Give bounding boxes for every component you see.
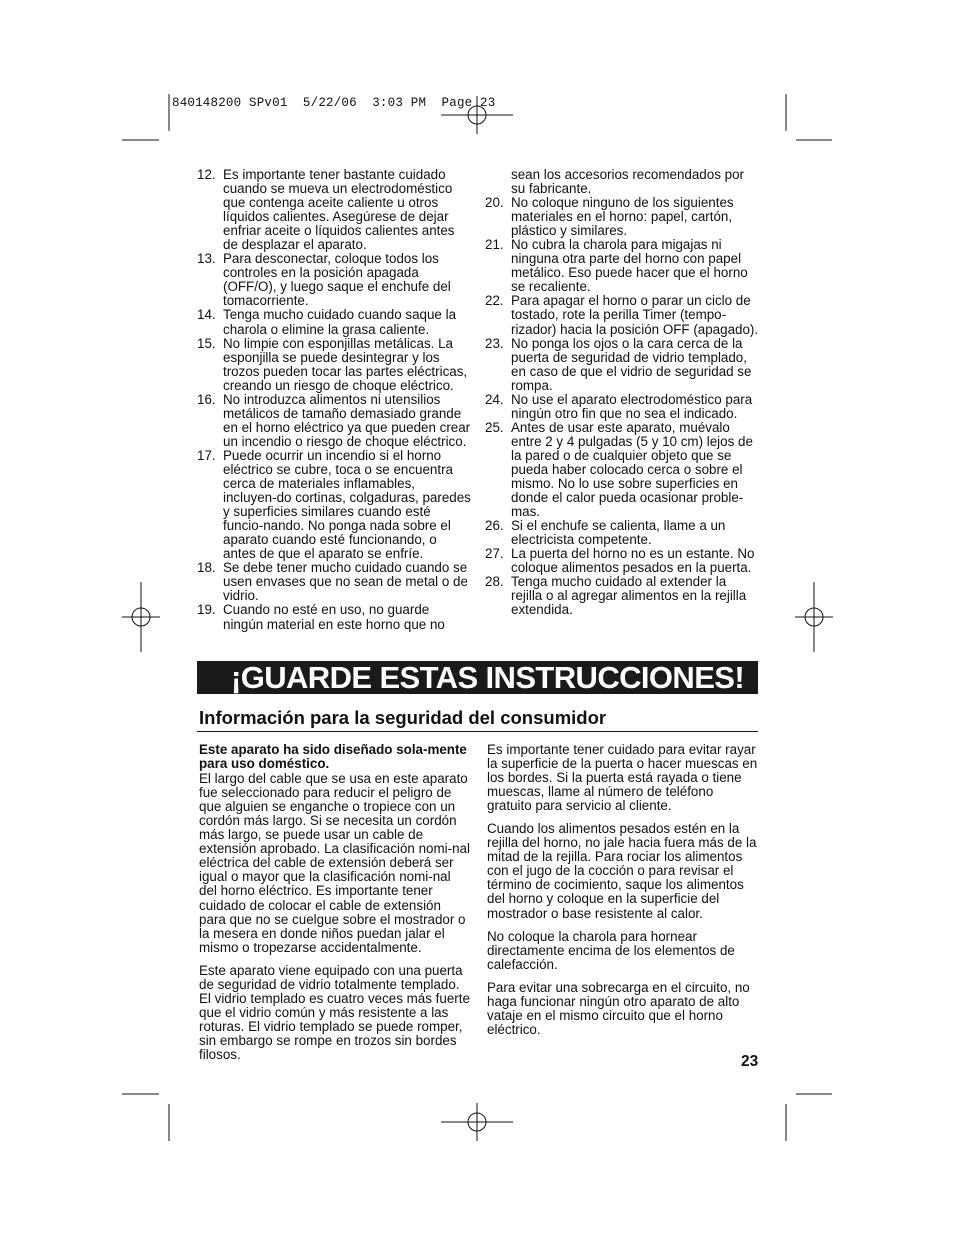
list-item [199,252,471,308]
registration-mark-left [122,582,160,652]
section-title: Información para la seguridad del consumidor [199,707,607,728]
list-item-number: 14. [197,307,216,323]
list-item-text: No limpie con esponjillas metálicas. La esponjilla se puede desintegrar y los trozos pueden tocar las partes eléctricas, creando un riesgo de choque eléctrico. [223,335,468,393]
list-item [199,168,471,252]
list-item-number: 23. [485,335,504,351]
list-item [487,519,759,547]
list-item-text: Puede ocurrir un incendio si el horno eléctrico se cubre, toca o se encuentra cerca de materiales inflamables, incluyen-do cortinas, colgaduras, paredes y superficies similares cuando esté funcio-nando. No ponga nada sobre el aparato cuando esté funcionando, o antes de que el aparato se enfríe. [223,447,471,562]
list-item-text: Es importante tener bastante cuidado cuando se mueva un electrodoméstico que contenga aceite caliente u otros líquidos calientes. Asegúrese de dejar enfriar aceite o líquidos calientes antes de desplazar el aparato. [223,167,455,253]
paragraph: No coloque la charola para hornear directamente encima de los elementos de calefacción. [487,928,735,972]
list-item [487,547,759,575]
list-item-number: 18. [197,560,216,576]
page-number: 23 [741,1053,759,1070]
list-item [199,337,471,393]
list-item-text: Tenga mucho cuidado cuando saque la charola o elimine la grasa caliente. [223,307,457,337]
list-item-number: 19. [197,602,216,618]
registration-mark-right [795,582,833,652]
list-item-number: 16. [197,391,216,407]
list-item [487,294,759,336]
list-item [487,337,759,393]
list-item-number: 22. [485,293,504,309]
list-item-number: 26. [485,518,504,534]
paragraph: Para evitar una sobrecarga en el circuito, no haga funcionar ningún otro aparato de alto vataje en el mismo circuito que el horno eléctrico. [487,979,750,1037]
registration-mark-top [441,96,513,134]
list-item [199,603,471,631]
paragraph: Cuando los alimentos pesados estén en la rejilla del horno, no jale hacia fuera más de la mitad de la rejilla. Para rociar los alimentos con el jugo de la cocción o para revisar el término de cocimiento, saque los alimentos del horno y coloque en la superficie del mostrador o base resistente al calor. [487,821,757,921]
list-item-text: Para desconectar, coloque todos los controles en la posición apagada (OFF/O), y luego saque el enchufe del tomacorriente. [223,251,451,309]
list-item-text: No use el aparato electrodoméstico para ningún otro fin que no sea el indicado. [511,391,753,421]
list-item-number: 28. [485,574,504,590]
paragraph: Este aparato viene equipado con una puerta de seguridad de vidrio totalmente templado. El vidrio templado es cuatro veces más fuerte que el vidrio común y más resistente a las roturas. El vidrio templado se puede romper, sin embargo se rompe en trozos sin bordes filosos. [199,962,470,1062]
list-item-text: No introduzca alimentos ni utensilios metálicos de tamaño demasiado grande en el horno eléctrico ya que pueden crear un incendio o riesgo de choque eléctrico. [223,391,471,449]
list-item-number: 15. [197,335,216,351]
list-item-text: No ponga los ojos o la cara cerca de la puerta de seguridad de vidrio templado, en caso de que el vidrio de seguridad se rompa. [511,335,752,393]
list-item-text: Tenga mucho cuidado al extender la rejilla o al agregar alimentos en la rejilla extendida. [511,574,747,618]
list-item [199,308,471,336]
household-use-note: Este aparato ha sido diseñado sola-mente para uso doméstico. [199,742,467,772]
list-item-number: 24. [485,391,504,407]
paragraph: El largo del cable que se usa en este aparato fue seleccionado para reducir el peligro de que alguien se enganche o tropiece con un cordón más largo. Si se necesita un cordón más largo, se puede usar un cable de extensión aprobado. La clasificación nomi-nal eléctrica del cable de extensión deberá ser igual o mayor que la clasificación nomi-nal del horno eléctrico. Es importante tener cuidado de colocar el cable de extensión para que no se cuelgue sobre el mostrador o la mesera en donde niños puedan jalar el mismo o tropezarse accidentalmente. [199,771,470,955]
list-item-number: 21. [485,237,504,253]
list-item [487,575,759,617]
list-item-text: Para apagar el horno o parar un ciclo de tostado, rote la perilla Timer (tempo-rizador) hacia la posición OFF (apagado). [511,293,759,337]
list-item-text: No cubra la charola para migajas ni ninguna otra parte del horno con papel metálico. Eso puede hacer que el horno se recaliente. [511,237,748,295]
list-item [487,421,759,519]
registration-mark-bottom [441,1103,513,1141]
list-item [487,393,759,421]
list-item-number: 17. [197,447,216,463]
section-divider [197,731,758,732]
list-item-text: La puerta del horno no es un estante. No coloque alimentos pesados en la puerta. [511,546,755,576]
list-item [199,449,471,561]
safety-list-right [487,168,759,618]
consumer-info-right-column [487,743,759,1046]
list-item [487,196,759,238]
list-item-text: Se debe tener mucho cuidado cuando se usen envases que no sean de metal o de vidrio. [223,560,468,604]
list-item-text: No coloque ninguno de los siguientes materiales en el horno: papel, cartón, plástico y similares. [511,195,734,239]
paragraph: Es importante tener cuidado para evitar rayar la superficie de la puerta o hacer muescas en los bordes. Si la puerta está rayada o tiene muescas, llame al número de teléfono gratuito para servicio al cliente. [487,742,758,814]
list-item [199,393,471,449]
consumer-info-left-column [199,743,471,1071]
list-item-text: Cuando no esté en uso, no guarde ningún material en este horno que no [223,602,445,632]
list-item-number: 20. [485,195,504,211]
save-instructions-banner: ¡GUARDE ESTAS INSTRUCCIONES! [197,661,758,694]
safety-list-left [199,168,471,632]
list-item-text: Antes de usar este aparato, muévalo entre 2 y 4 pulgadas (5 y 10 cm) lejos de la pared o de cualquier objeto que se pueda haber colocado cerca o sobre el mismo. No lo use sobre superficies en donde el calor pueda ocasionar proble-mas. [511,419,753,520]
list-item-number: 27. [485,546,504,562]
list-item-number: 25. [485,419,504,435]
print-slug-line: 840148200 SPv01 5/22/06 3:03 PM Page 23 [172,96,496,110]
list-item [487,238,759,294]
list-item [199,561,471,603]
list-item-text: Si el enchufe se calienta, llame a un electricista competente. [511,518,726,548]
list-item-continuation: sean los accesorios recomendados por su fabricante. [511,167,744,197]
list-item-number: 13. [197,251,216,267]
list-item-number: 12. [197,167,216,182]
